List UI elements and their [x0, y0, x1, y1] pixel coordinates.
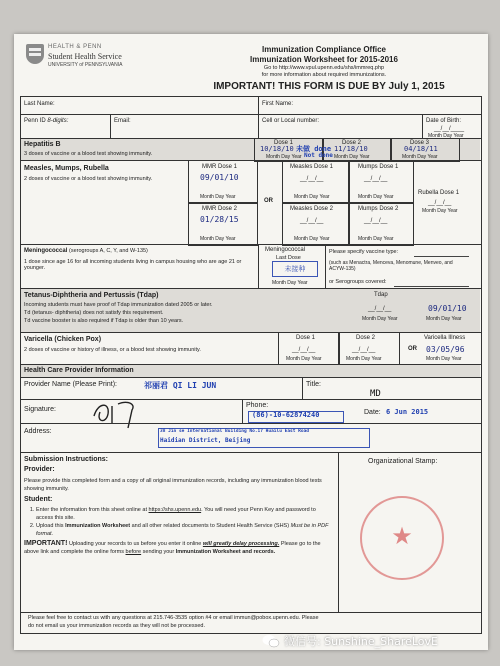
mmr-fmt2: Month Day Year	[200, 236, 236, 242]
mening-specify: Please specify vaccine type:	[329, 249, 399, 255]
varicella1-slashes[interactable]: __/__/__	[292, 347, 316, 353]
mmr-desc: 2 doses of vaccine or a blood test showing immunity.	[24, 176, 153, 182]
date-value: 6 Jun 2015	[386, 408, 429, 416]
varicella-or: OR	[408, 346, 417, 352]
due-date-banner: IMPORTANT! THIS FORM IS DUE BY July 1, 2015	[213, 81, 445, 92]
step-2: 2. Upload this Immunization Worksheet and all other related documents to Student Health Service (SHS) Must be in PDF format.	[36, 522, 334, 538]
shs-link[interactable]: https://shs.upenn.edu	[148, 507, 202, 513]
varicella-illness-handwritten: 03/05/96	[426, 345, 465, 354]
instructions-title: Submission Instructions:	[24, 456, 109, 463]
hepb-dose1-label: Dose 1	[274, 140, 294, 146]
mening-not-given-stamp: 未接种	[272, 261, 318, 277]
varicella-illness-label: Varicella Illness	[424, 335, 466, 341]
mening-fmt: Month Day Year	[272, 280, 308, 286]
varicella-illness-fmt: Month Day Year	[426, 356, 462, 362]
mmr-or: OR	[264, 198, 273, 204]
measles-dose1-label: Measles Dose 1	[290, 164, 334, 170]
footer-line2: do not email us your immunization records as they will not be processed.	[28, 623, 206, 629]
organizational-red-stamp: ★	[360, 496, 444, 580]
email-label: Email:	[114, 118, 131, 124]
rubella-slashes[interactable]: __/__/__	[428, 200, 452, 206]
phone-label: Cell or Local number:	[262, 118, 320, 124]
step-1: 1. Enter the information from this sheet online at https://shs.upenn.edu. You will need your Penn Key and password to access this site.	[36, 506, 334, 522]
hepb-desc: 3 doses of vaccine or a blood test showing immunity.	[24, 151, 153, 157]
instructions-provider-text: Please provide this completed form and a copy of all original immunization records, including any immunization blood tests showing immunity.	[24, 478, 322, 492]
mmr-dose2-label: MMR Dose 2	[202, 206, 238, 212]
tdap-line1: Incoming students must have proof of Tdap immunization dated 2005 or later.	[24, 302, 213, 308]
varicella-title: Varicella (Chicken Pox)	[24, 336, 102, 343]
worksheet-title: Immunization Worksheet for 2015-2016	[250, 55, 398, 64]
measles-dose2-label: Measles Dose 2	[290, 206, 334, 212]
hepb-fmt1: Month Day Year	[266, 154, 302, 160]
go-to-link[interactable]: Go to http://www.vpul.upenn.edu/shs/immreq.php	[263, 65, 385, 71]
phone-label-provider: Phone:	[246, 402, 269, 409]
measles1-fmt: Month Day Year	[294, 194, 330, 200]
address-label: Address:	[24, 428, 52, 435]
measles2-slashes[interactable]: __/__/__	[300, 218, 324, 224]
address-line2: Haidian District, Beijing	[160, 437, 251, 444]
mening-serogroups: or Serogroups covered:	[329, 279, 387, 285]
mening-last-dose: Last Dose	[276, 255, 301, 261]
address-line1: 38 Jin se International Building No.17 Huailu East Road	[160, 429, 310, 434]
rubella-dose1-label: Rubella Dose 1	[418, 190, 460, 196]
logo-line3: UNIVERSITY of PENNSYLVANIA	[48, 62, 123, 68]
mening-examples: (such as Menactra, Menceva, Menomune, Menveo, and ACYW-135)	[329, 260, 453, 272]
measles2-fmt: Month Day Year	[294, 236, 330, 242]
provider-title-label: Title:	[306, 381, 321, 388]
rubella-fmt: Month Day Year	[422, 208, 458, 214]
footer-line1: Please feel free to contact us with any questions at 215.746-3535 option #4 or email immun@pobox.upenn.edu. Please	[28, 615, 319, 621]
varicella1-fmt: Month Day Year	[286, 356, 322, 362]
measles1-slashes[interactable]: __/__/__	[300, 176, 324, 182]
instructions-provider-heading: Provider:	[24, 466, 55, 473]
hepb-dose3-handwritten: 04/18/11	[404, 145, 438, 153]
hepb-dose2-handwritten: 11/18/10	[334, 145, 368, 153]
provider-name-label: Provider Name (Please Print):	[24, 381, 117, 388]
first-name-field[interactable]	[304, 98, 474, 112]
tdap-title: Tetanus-Diphtheria and Pertussis (Tdap)	[24, 292, 159, 299]
varicella-dose1-label: Dose 1	[296, 335, 316, 341]
hepb-dose2-label: Dose 2	[342, 140, 362, 146]
mening-desc: 1 dose since age 16 for all incoming students living in campus housing who are age 21 or younger.	[24, 259, 242, 271]
instructions-student-heading: Student:	[24, 496, 53, 503]
hepb-title: Hepatitis B	[24, 141, 61, 148]
dob-format: Month Day Year	[428, 133, 464, 139]
hepb-not-done-note: Not done	[304, 152, 333, 159]
signature-label: Signature:	[24, 406, 56, 413]
tdap-fmt1: Month Day Year	[362, 316, 398, 322]
tdap-fmt2: Month Day Year	[426, 316, 462, 322]
mumps1-slashes[interactable]: __/__/__	[364, 176, 388, 182]
mmr-dose1-handwritten: 09/01/10	[200, 173, 239, 182]
mumps2-slashes[interactable]: __/__/__	[364, 218, 388, 224]
varicella-desc: 2 doses of vaccine or history of illness, or a blood test showing immunity.	[24, 347, 201, 353]
tdap-col-label: Tdap	[374, 292, 388, 298]
mumps1-fmt: Month Day Year	[358, 194, 394, 200]
first-name-label: First Name:	[262, 101, 294, 107]
penn-id-label: Penn ID 8-digits:	[24, 118, 69, 124]
mmr-title: Measles, Mumps, Rubella	[24, 165, 109, 172]
hepb-fmt2: Month Day Year	[334, 154, 370, 160]
mumps-dose1-label: Mumps Dose 1	[358, 164, 399, 170]
wechat-icon	[262, 634, 280, 648]
varicella2-slashes[interactable]: __/__/__	[352, 347, 376, 353]
hepb-fmt3: Month Day Year	[402, 154, 438, 160]
penn-logo	[26, 44, 44, 64]
dob-slashes[interactable]: __/__/____	[434, 126, 465, 132]
hepb-dose1-note: 未做 done	[296, 145, 332, 153]
varicella2-fmt: Month Day Year	[346, 356, 382, 362]
mening-col-label: Meningococcal	[265, 247, 306, 253]
organizational-stamp-label: Organizational Stamp:	[368, 458, 438, 465]
instructions-steps	[24, 506, 334, 538]
office-title: Immunization Compliance Office	[261, 45, 386, 54]
mumps2-fmt: Month Day Year	[358, 236, 394, 242]
mmr-dose1-label: MMR Dose 1	[202, 164, 238, 170]
last-name-label: Last Name:	[24, 101, 55, 107]
logo-line1: HEALTH & PENN	[48, 44, 102, 50]
tdap-slashes[interactable]: __/__/__	[368, 306, 392, 312]
signature-scribble	[88, 394, 158, 435]
provider-section-title: Health Care Provider Information	[24, 367, 134, 374]
hepb-dose1-handwritten: 10/18/10	[260, 145, 294, 153]
provider-name-value: 祁丽君 QI LI JUN	[144, 381, 217, 390]
varicella-dose2-label: Dose 2	[356, 335, 376, 341]
mening-title: Meningococcal (serogroups A, C, Y, and W-135)	[24, 248, 148, 254]
phone-value: (86)-10-62874240	[252, 411, 320, 419]
hepb-dose3-label: Dose 3	[410, 140, 430, 146]
more-info-text: for more information about required immunizations.	[261, 72, 387, 78]
mumps-dose2-label: Mumps Dose 2	[358, 206, 399, 212]
dob-label: Date of Birth:	[426, 118, 462, 124]
instructions-important: IMPORTANT! Uploading your records to us before you enter it online will greatly delay processing. Please go to the above link and complete the online forms before sending your Immunization Worksheet and records.	[24, 540, 321, 555]
tdap-line2: Td (tetanus- diphtheria) does not satisfy this requirement.	[24, 310, 164, 316]
tdap-handwritten: 09/01/10	[428, 304, 467, 313]
last-name-field[interactable]	[64, 98, 254, 112]
logo-line2: Student Health Service	[48, 52, 122, 61]
provider-title-value: MD	[370, 389, 381, 399]
date-label: Date:	[364, 409, 381, 416]
mmr-dose2-handwritten: 01/28/15	[200, 215, 239, 224]
mmr-fmt1: Month Day Year	[200, 194, 236, 200]
watermark-text: 微信号: Sunshine_ShareLovE	[284, 635, 438, 648]
immunization-worksheet-page	[14, 34, 488, 650]
tdap-line3: Td vaccine booster is also required if Tdap is older than 10 years.	[24, 318, 184, 324]
